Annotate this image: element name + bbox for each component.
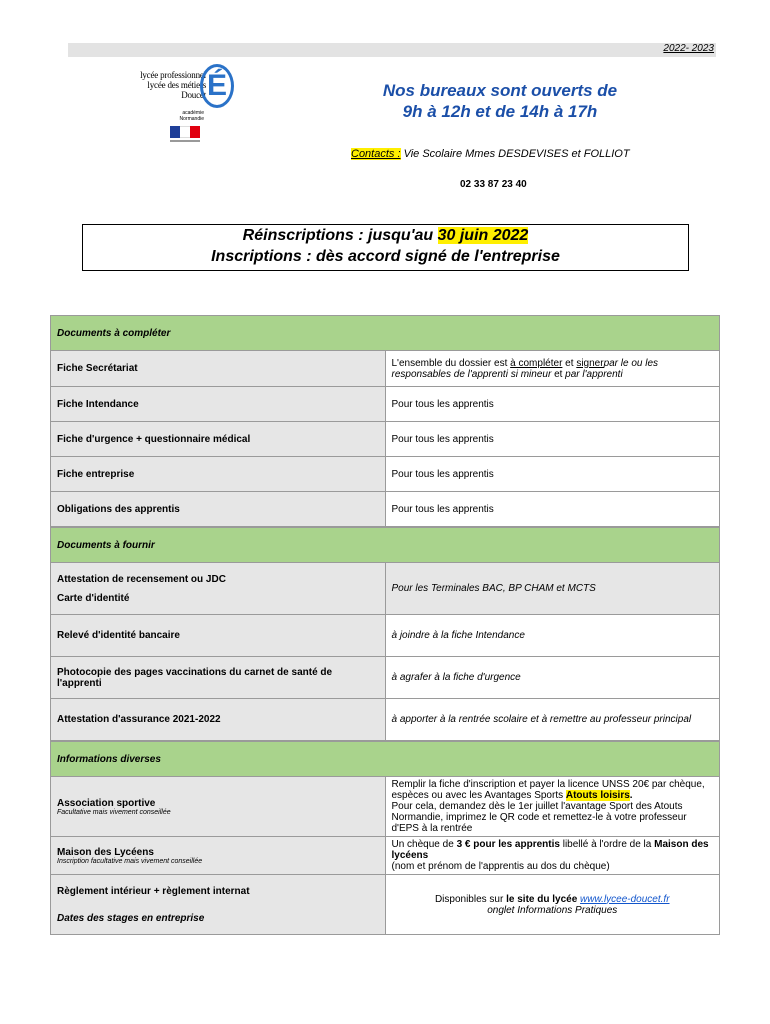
row-label: Attestation d'assurance 2021-2022 <box>51 699 386 741</box>
logo-acad-2: Normandie <box>179 116 204 122</box>
banner-prefix: Réinscriptions : jusqu'au <box>242 227 438 244</box>
row-value: à apporter à la rentrée scolaire et à remettre au professeur principal <box>385 699 720 741</box>
section-title: Documents à compléter <box>51 316 720 351</box>
row-label: Fiche Intendance <box>51 387 386 422</box>
phone-number: 02 33 87 23 40 <box>460 179 527 190</box>
row-label-2: Carte d'identité <box>57 592 130 604</box>
row-label: Obligations des apprentis <box>51 492 386 527</box>
table-row <box>51 615 720 657</box>
row-label: Relevé d'identité bancaire <box>51 615 386 657</box>
table-row <box>51 563 720 615</box>
banner-line-1 <box>83 225 688 246</box>
hours-line-1: Nos bureaux sont ouverts de <box>382 81 618 100</box>
contacts-label: Contacts : <box>351 148 401 160</box>
school-logo <box>118 62 238 152</box>
banner-date: 30 juin 2022 <box>437 227 529 244</box>
section-title: Documents à fournir <box>51 528 720 563</box>
school-year: 2022- 2023 <box>663 43 714 54</box>
table-informations-diverses <box>50 741 720 935</box>
banner-line-2: Inscriptions : dès accord signé de l'entreprise <box>211 248 560 265</box>
table-documents-a-completer <box>50 315 720 527</box>
logo-line-1: lycée professionnel <box>140 70 206 80</box>
row-value: Pour tous les apprentis <box>385 387 720 422</box>
row-value: L'ensemble du dossier est à compléter et signerpar le ou les responsables de l'apprenti si mineur et par l'apprenti <box>385 351 720 387</box>
row-value: à agrafer à la fiche d'urgence <box>385 657 720 699</box>
contacts-text: Vie Scolaire Mmes DESDEVISES et FOLLIOT <box>400 148 630 160</box>
table-row <box>51 777 720 837</box>
table-row <box>51 699 720 741</box>
lycee-website-link[interactable]: www.lycee-doucet.fr <box>580 893 670 905</box>
top-bar <box>68 43 716 57</box>
row-value: Pour les Terminales BAC, BP CHAM et MCTS <box>385 563 720 615</box>
table-row <box>51 422 720 457</box>
row-label <box>51 777 386 837</box>
table-row <box>51 657 720 699</box>
row-label-1: Règlement intérieur + règlement internat <box>57 885 250 897</box>
row-label <box>51 875 386 935</box>
row-label: Fiche d'urgence + questionnaire médical <box>51 422 386 457</box>
table-row <box>51 387 720 422</box>
flag-caption <box>170 140 200 142</box>
logo-line-2: lycée des métiers <box>147 80 206 90</box>
office-hours <box>330 80 670 122</box>
registration-banner <box>82 224 689 271</box>
row-label-text: Association sportive <box>57 797 156 809</box>
logo-acad-1: académie <box>182 110 204 116</box>
hours-line-2: 9h à 12h et de 14h à 17h <box>402 102 598 121</box>
contacts <box>351 148 630 160</box>
row-sublabel: Facultative mais vivement conseillée <box>57 808 171 816</box>
table-row <box>51 875 720 935</box>
row-label <box>51 837 386 875</box>
table-documents-a-fournir <box>50 527 720 741</box>
row-label: Fiche Secrétariat <box>51 351 386 387</box>
row-value: Disponibles sur le site du lycée www.lycee-doucet.fr onglet Informations Pratiques <box>385 875 720 935</box>
table-row <box>51 492 720 527</box>
french-flag-icon <box>170 126 200 138</box>
row-value: Pour tous les apprentis <box>385 492 720 527</box>
table-row <box>51 837 720 875</box>
row-label-2: Dates des stages en entreprise <box>57 912 205 924</box>
row-value: Remplir la fiche d'inscription et payer la licence UNSS 20€ par chèque, espèces ou avec les Avantages Sports Atouts loisirs. Pour cela, demandez dès le 1er juillet l'avantage Sport des Atouts Normandie, imprimez le QR code et remettez-le à votre professeur d'EPS à la rentrée <box>385 777 720 837</box>
row-value: Pour tous les apprentis <box>385 457 720 492</box>
logo-text <box>140 70 206 100</box>
row-value: Pour tous les apprentis <box>385 422 720 457</box>
row-label: Fiche entreprise <box>51 457 386 492</box>
row-label-1: Attestation de recensement ou JDC <box>57 573 226 585</box>
row-value: à joindre à la fiche Intendance <box>385 615 720 657</box>
table-row <box>51 351 720 387</box>
row-label: Photocopie des pages vaccinations du carnet de santé de l'apprenti <box>51 657 386 699</box>
row-value: Un chèque de 3 € pour les apprentis libellé à l'ordre de la Maison des lycéens (nom et prénom de l'apprentis au dos du chèque) <box>385 837 720 875</box>
logo-academie <box>180 110 204 122</box>
logo-e-icon: É <box>200 64 234 108</box>
table-row <box>51 457 720 492</box>
section-title: Informations diverses <box>51 742 720 777</box>
logo-line-3: Doucet <box>181 90 206 100</box>
row-sublabel: Inscription facultative mais vivement conseillée <box>57 857 203 865</box>
row-label <box>51 563 386 615</box>
row-label-text: Maison des Lycéens <box>57 846 154 858</box>
